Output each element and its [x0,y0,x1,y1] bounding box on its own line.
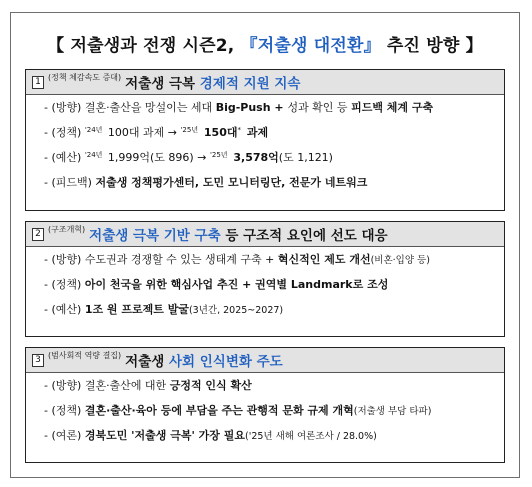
section-2-box [25,221,505,337]
list-item: - (예산) $^{'24년}$ 1,999억(도 896) → $^{'25년}$ 3,578억(도 1,121) [44,151,333,164]
section-tag: (구조개혁) [48,224,86,234]
title-prefix: 저출생과 전쟁 시즌2, [70,36,241,56]
section-tag: (범사회적 역량 결집) [48,350,122,360]
section-2-body [26,247,504,328]
section-number: 2 [32,228,44,241]
section-2-header [26,222,504,247]
list-item: - (정책) $^{'24년}$ 100대 과제 → $^{'25년}$ 150대* 과제 [44,126,269,139]
section-1-header [26,70,504,95]
section-number: 3 [32,354,44,367]
section-1-body [26,95,504,201]
section-heading: 저출생 사회 인식변화 주도 [125,354,283,370]
title-bracket-right: 】 [465,36,483,56]
list-item: - (방향) 결혼·출산에 대한 긍정적 인식 확산 [44,379,252,392]
document-frame [10,12,520,478]
list-item: - (정책) 결혼·출산·육아 등에 부담을 주는 관행적 문화 규제 개혁(저출생 부담 타파) [44,404,432,417]
section-3-body [26,373,504,454]
list-item: - (정책) 아이 천국을 위한 핵심사업 추진 + 권역별 Landmark로 조성 [44,278,389,291]
section-1-box [25,69,505,211]
title-bracket-left: 【 [47,36,65,56]
section-heading: 저출생 극복 경제적 지원 지속 [125,76,301,92]
section-tag: (정책 체감속도 증대) [48,72,122,82]
title-accent: 『저출생 대전환』 [240,36,381,56]
list-item: - (피드백) 저출생 정책평가센터, 도민 모니터링단, 전문가 네트워크 [44,176,368,189]
page-title [11,31,519,56]
list-item: - (방향) 결혼·출산을 망설이는 세대 Big-Push + 성과 확인 등 피드백 체계 구축 [44,101,434,114]
section-3-header [26,348,504,373]
list-item: - (예산) 1조 원 프로젝트 발굴(3년간, 2025~2027) [44,303,284,316]
section-3-box [25,347,505,463]
section-heading: 저출생 극복 기반 구축 등 구조적 요인에 선도 대응 [89,228,388,244]
section-number: 1 [32,76,44,89]
list-item: - (여론) 경북도민 '저출생 극복' 가장 필요('25년 새해 여론조사 / 28.0%) [44,429,377,442]
title-suffix: 추진 방향 [380,36,460,56]
list-item: - (방향) 수도권과 경쟁할 수 있는 생태계 구축 + 혁신적인 제도 개선(비혼·입양 등) [44,253,430,266]
